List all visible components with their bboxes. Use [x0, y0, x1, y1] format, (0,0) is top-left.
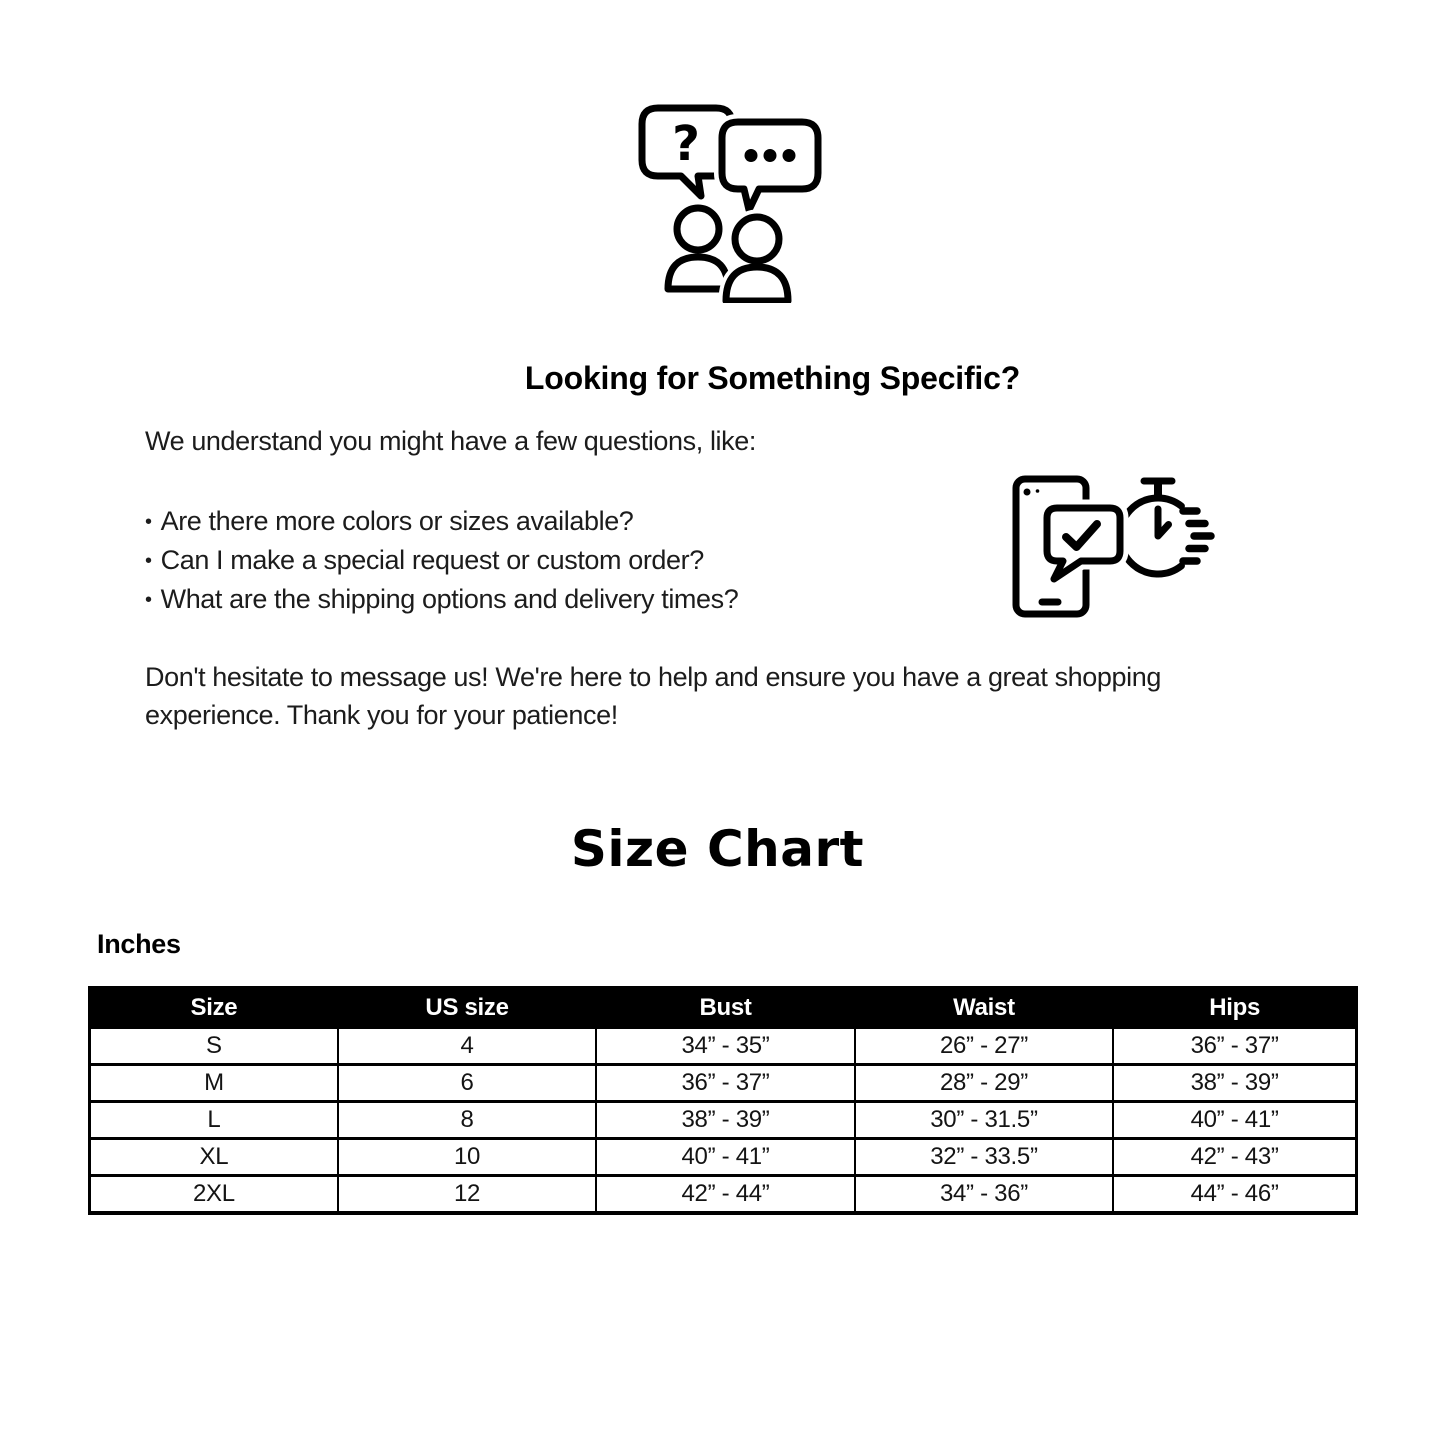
- question-mark: ?: [672, 116, 700, 172]
- bullet-glyph: •: [145, 511, 152, 533]
- cell-us-size: 10: [338, 1139, 596, 1176]
- list-item: [145, 580, 738, 619]
- table-row: [90, 1028, 1357, 1065]
- cell-waist: 32” - 33.5”: [855, 1139, 1113, 1176]
- list-item: [145, 502, 738, 541]
- column-header-bust: Bust: [596, 988, 854, 1028]
- cell-hips: 44” - 46”: [1113, 1176, 1356, 1214]
- stopwatch-hand: [1158, 509, 1169, 536]
- cell-hips: 38” - 39”: [1113, 1065, 1356, 1102]
- phone-message-stopwatch-icon: [1008, 466, 1218, 624]
- cell-bust: 34” - 35”: [596, 1028, 854, 1065]
- phone-message-stopwatch-icon-svg: [1008, 466, 1218, 624]
- bullet-glyph: •: [145, 550, 152, 572]
- stopwatch-ring: [1120, 498, 1181, 574]
- cell-us-size: 8: [338, 1102, 596, 1139]
- cell-size: 2XL: [90, 1176, 338, 1214]
- cell-bust: 38” - 39”: [596, 1102, 854, 1139]
- phone-camera-dot: [1024, 489, 1031, 496]
- phone-camera-dot-small: [1036, 489, 1040, 493]
- ellipsis-dots: [745, 149, 796, 162]
- chat-people-icon-svg: [637, 103, 822, 303]
- cell-hips: 42” - 43”: [1113, 1139, 1356, 1176]
- person1-head: [677, 208, 719, 250]
- table-row: [90, 1176, 1357, 1214]
- person2-head: [735, 217, 779, 261]
- column-header-size: Size: [90, 988, 338, 1028]
- cell-hips: 36” - 37”: [1113, 1028, 1356, 1065]
- column-header-us-size: US size: [338, 988, 596, 1028]
- size-chart-title: Size Chart: [570, 820, 865, 878]
- cell-bust: 42” - 44”: [596, 1176, 854, 1214]
- question-text: Can I make a special request or custom order?: [160, 545, 704, 575]
- cell-bust: 40” - 41”: [596, 1139, 854, 1176]
- cell-waist: 26” - 27”: [855, 1028, 1113, 1065]
- cell-waist: 30” - 31.5”: [855, 1102, 1113, 1139]
- question-text: What are the shipping options and delivery times?: [160, 584, 739, 614]
- table-row: [90, 1065, 1357, 1102]
- table-row: [90, 1102, 1357, 1139]
- cell-waist: 34” - 36”: [855, 1176, 1113, 1214]
- bullet-glyph: •: [145, 589, 152, 611]
- size-chart-table: [88, 986, 1358, 1215]
- page-title: Looking for Something Specific?: [524, 360, 1021, 396]
- chat-people-icon: [637, 103, 822, 303]
- unit-label: Inches: [97, 929, 181, 959]
- cell-bust: 36” - 37”: [596, 1065, 854, 1102]
- intro-text: We understand you might have a few questions, like:: [145, 426, 756, 456]
- cell-size: S: [90, 1028, 338, 1065]
- header-row: [90, 988, 1357, 1028]
- cell-waist: 28” - 29”: [855, 1065, 1113, 1102]
- person1-body: [668, 257, 728, 289]
- column-header-hips: Hips: [1113, 988, 1356, 1028]
- cell-us-size: 4: [338, 1028, 596, 1065]
- cell-size: XL: [90, 1139, 338, 1176]
- column-header-waist: Waist: [855, 988, 1113, 1028]
- list-item: [145, 541, 738, 580]
- cell-us-size: 12: [338, 1176, 596, 1214]
- person2-body: [726, 267, 788, 301]
- closing-text: Don't hesitate to message us! We're here to help and ensure you have a great shopping experience. Thank you for your patience!: [145, 662, 1161, 730]
- speed-lines: [1183, 511, 1211, 561]
- table-row: [90, 1139, 1357, 1176]
- question-list: [145, 502, 738, 619]
- cell-hips: 40” - 41”: [1113, 1102, 1356, 1139]
- cell-size: L: [90, 1102, 338, 1139]
- question-text: Are there more colors or sizes available?: [160, 506, 634, 536]
- cell-size: M: [90, 1065, 338, 1102]
- cell-us-size: 6: [338, 1065, 596, 1102]
